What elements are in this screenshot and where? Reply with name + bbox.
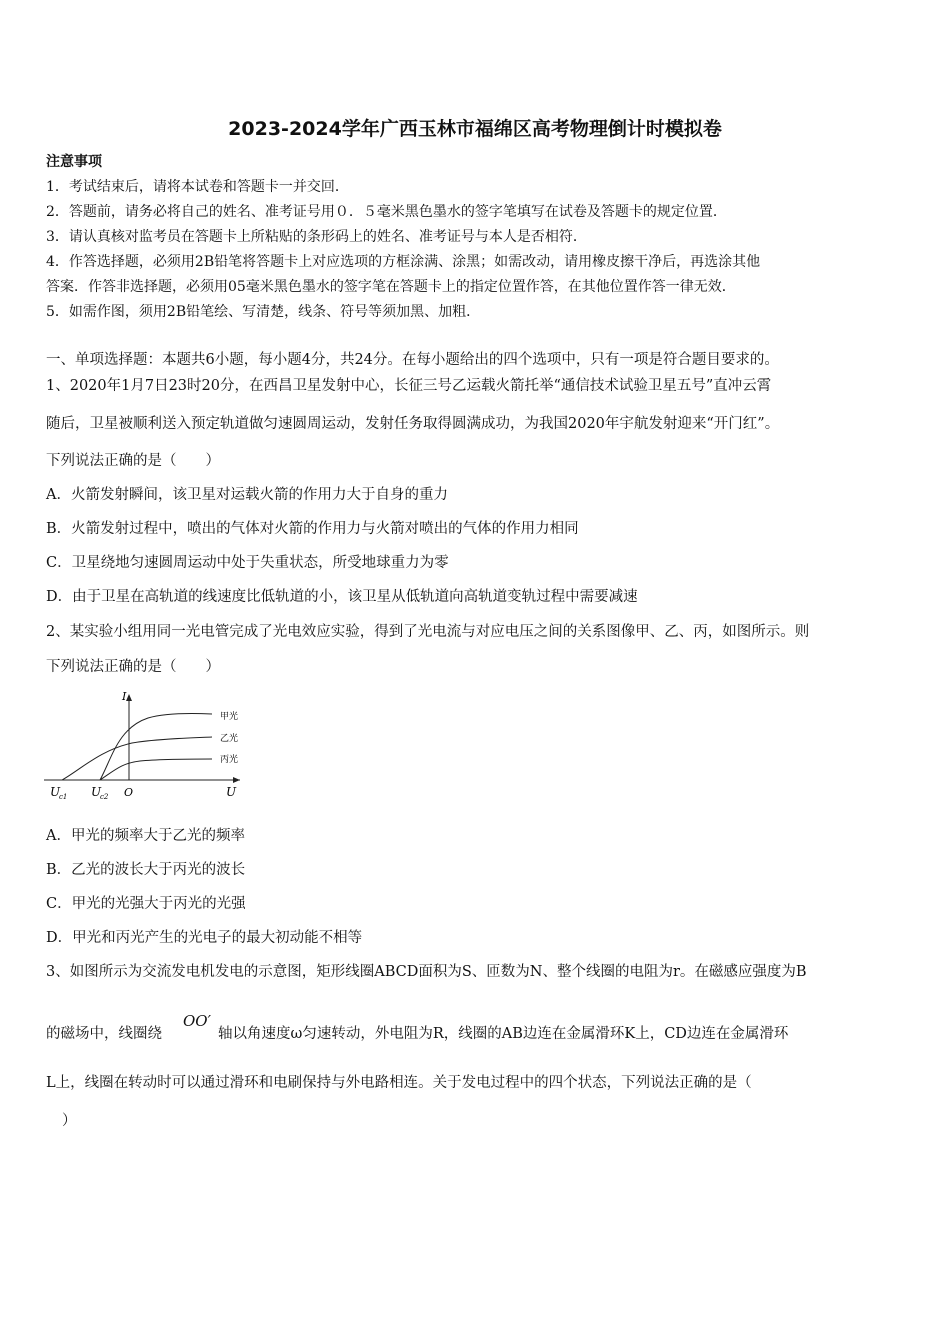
option-b: B．乙光的波长大于丙光的波长 [46, 862, 246, 878]
uc1-label: U [50, 785, 61, 799]
note-item: 3．请认真核对监考员在答题卡上所粘贴的条形码上的姓名、准考证号与本人是否相符． [46, 229, 587, 245]
note-item: 4．作答选择题，必须用2B铅笔将答题卡上对应选项的方框涂满、涂黑；如需改动，请用橡皮擦干净后，再选涂其他 [46, 254, 761, 270]
uc2-label: U [91, 785, 102, 799]
question-3-close-paren: ） [62, 1113, 77, 1129]
uc2-subscript: c2 [100, 793, 109, 801]
question-2-text: 2、某实验小组用同一光电管完成了光电效应实验，得到了光电流与对应电压之间的关系图像甲、乙、丙，如图所示。则 [46, 624, 810, 640]
question-3-text: 3、如图所示为交流发电机发电的示意图，矩形线圈ABCD面积为S、匝数为N、整个线圈的电阻为r。在磁感应强度为B [46, 964, 807, 980]
question-1-prompt: 下列说法正确的是（ ） [46, 453, 220, 469]
option-d: D．甲光和丙光产生的光电子的最大初动能不相等 [46, 930, 363, 946]
option-a: A．甲光的频率大于乙光的频率 [46, 828, 245, 844]
question-1-text: 1、2020年1月7日23时20分，在西昌卫星发射中心，长征三号乙运载火箭托举“通信技术试验卫星五号”直冲云霄 [46, 378, 772, 394]
note-item: 答案．作答非选择题，必须用05毫米黑色墨水的签字笔在答题卡上的指定位置作答，在其他位置作答一律无效． [46, 279, 736, 295]
curve-jia [100, 713, 212, 780]
curve-label-bing: 丙光 [220, 755, 239, 765]
question-2-prompt: 下列说法正确的是（ ） [46, 659, 220, 675]
question-1-text: 随后，卫星被顺利送入预定轨道做匀速圆周运动，发射任务取得圆满成功，为我国2020年宇航发射迎来“开门红”。 [46, 416, 780, 432]
x-axis-label: U [226, 785, 237, 799]
option-d: D．由于卫星在高轨道的线速度比低轨道的小，该卫星从低轨道向高轨道变轨过程中需要减速 [46, 589, 638, 605]
question-3-text: L上，线圈在转动时可以通过滑环和电刷保持与外电路相连。关于发电过程中的四个状态，下列说法正确的是（ [46, 1075, 752, 1091]
curve-label-yi: 乙光 [220, 734, 239, 744]
option-a: A．火箭发射瞬间，该卫星对运载火箭的作用力大于自身的重力 [46, 487, 448, 503]
option-c: C．甲光的光强大于丙光的光强 [46, 896, 246, 912]
option-b: B．火箭发射过程中，喷出的气体对火箭的作用力与火箭对喷出的气体的作用力相同 [46, 521, 579, 537]
question-3-text-part: 轴以角速度ω匀速转动，外电阻为R，线圈的AB边连在金属滑环K上，CD边连在金属滑环 [218, 1026, 789, 1042]
curve-bing [100, 759, 212, 780]
notes-heading: 注意事项 [46, 154, 102, 170]
option-c: C．卫星绕地匀速圆周运动中处于失重状态，所受地球重力为零 [46, 555, 449, 571]
question-3-text-part: 的磁场中，线圈绕 [46, 1026, 162, 1042]
section-heading: 一、单项选择题：本题共6小题，每小题4分，共24分。在每小题给出的四个选项中，只有一项是符合题目要求的。 [46, 352, 779, 368]
uc1-subscript: c1 [59, 793, 68, 801]
photocurrent-graph [40, 688, 260, 808]
page-title: 2023-2024学年广西玉林市福绵区高考物理倒计时模拟卷 [228, 118, 722, 140]
axis-symbol: OO′ [183, 1012, 212, 1030]
curve-yi [62, 737, 212, 780]
y-axis-label: I [122, 690, 127, 703]
curve-label-jia: 甲光 [220, 712, 239, 722]
note-item: 5．如需作图，须用2B铅笔绘、写清楚，线条、符号等须加黑、加粗． [46, 304, 481, 320]
note-item: 1．考试结束后，请将本试卷和答题卡一并交回． [46, 179, 349, 195]
y-axis-arrow [126, 694, 132, 701]
note-item: 2．答题前，请务必将自己的姓名、准考证号用０．５毫米黑色墨水的签字笔填写在试卷及答题卡的规定位置． [46, 204, 727, 220]
origin-label: O [124, 786, 134, 799]
x-axis-arrow [233, 777, 240, 783]
